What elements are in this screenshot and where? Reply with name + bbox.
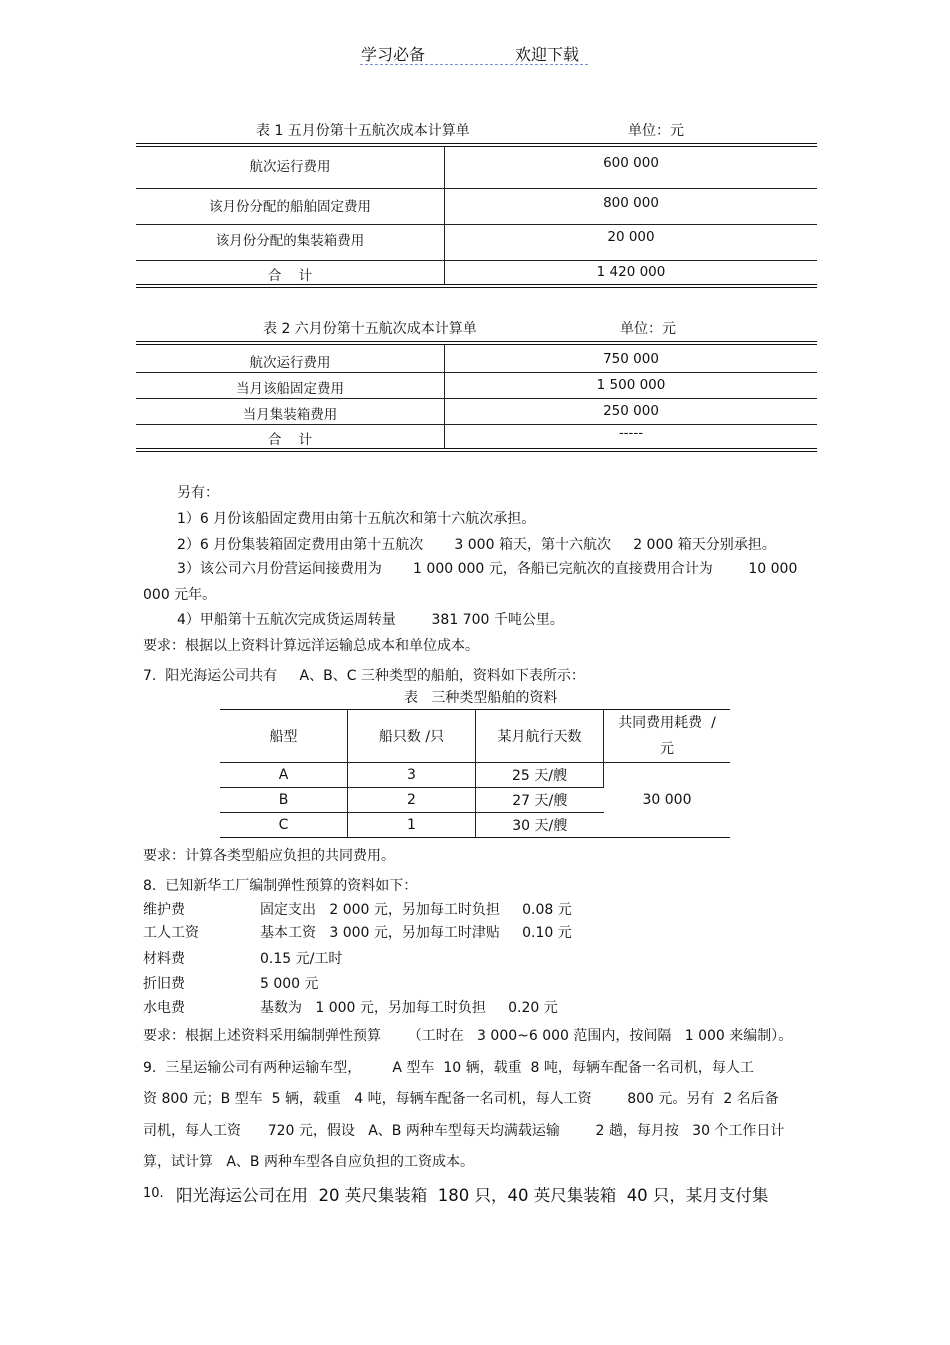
table-row xyxy=(136,424,817,450)
table1-unit: 单位：元 xyxy=(628,123,684,139)
q8-item-desc: 固定支出 2 000 元，另加每工时负担 0.08 元 xyxy=(260,902,572,918)
table1-caption: 表 1 五月份第十五航次成本计算单 xyxy=(256,123,470,139)
q10-text: 阳光海运公司在用 20 英尺集装箱 180 只，40 英尺集装箱 40 只，某月支付集 xyxy=(176,1186,769,1205)
table2-value: ----- xyxy=(445,424,818,450)
table1-value: 1 420 000 xyxy=(445,260,818,286)
q7-caption: 表 三种类型船舶的资料 xyxy=(404,690,558,706)
ship-type: B xyxy=(220,788,348,813)
table1-value: 600 000 xyxy=(603,155,659,171)
table2-label: 当月该船固定费用 xyxy=(136,372,445,398)
table2-value: 1 500 000 xyxy=(445,372,818,398)
q9-line: 算，试计算 A、B 两种车型各自应负担的工资成本。 xyxy=(143,1154,474,1170)
table1-label: 该月份分配的集装箱费用 xyxy=(136,224,445,260)
q8-item-name: 折旧费 xyxy=(143,976,185,992)
note-2: 2）6 月份集装箱固定费用由第十五航次 3 000 箱天，第十六航次 2 000 箱天分别承担。 xyxy=(177,537,776,553)
ship-type: A xyxy=(220,763,348,788)
table1-label: 航次运行费用 xyxy=(136,145,445,188)
q8-item-desc: 基本工资 3 000 元，另加每工时津贴 0.10 元 xyxy=(260,925,572,941)
table1 xyxy=(136,143,817,288)
notes-requirement: 要求：根据以上资料计算远洋运输总成本和单位成本。 xyxy=(143,638,479,654)
table2-unit: 单位：元 xyxy=(620,321,676,337)
ship-header: 船只数 /只 xyxy=(348,710,476,763)
table-row xyxy=(136,224,817,260)
table1-value: 20 000 xyxy=(445,224,818,260)
q7-text: 7. 阳光海运公司共有 A、B、C 三种类型的船舶，资料如下表所示： xyxy=(143,668,585,684)
table-row xyxy=(220,710,730,763)
shared-cost: 30 000 xyxy=(604,763,731,838)
table-row xyxy=(136,260,817,286)
ship-header: 某月航行天数 xyxy=(476,710,604,763)
ship-days: 27 天/艘 xyxy=(476,788,604,813)
q8-item-desc: 5 000 元 xyxy=(260,976,319,992)
table1-label: 合 计 xyxy=(136,260,445,286)
q8-item-desc: 0.15 元/工时 xyxy=(260,951,343,967)
ship-count: 2 xyxy=(348,788,476,813)
table2-value: 250 000 xyxy=(445,398,818,424)
ship-header xyxy=(604,710,731,763)
table2-value: 750 000 xyxy=(603,351,659,367)
q8-item-name: 维护费 xyxy=(143,902,185,918)
note-1: 1）6 月份该船固定费用由第十五航次和第十六航次承担。 xyxy=(177,511,536,527)
q9-line: 司机，每人工资 720 元，假设 A、B 两种车型每天均满载运输 2 趟，每月按 30 个工作日计 xyxy=(143,1123,785,1139)
q10-number: 10. xyxy=(143,1186,164,1201)
ship-header: 船型 xyxy=(220,710,348,763)
q9-line: 9. 三星运输公司有两种运输车型， A 型车 10 辆，载重 8 吨，每辆车配备一名司机，每人工 xyxy=(143,1060,754,1076)
table-row xyxy=(136,188,817,224)
table2-label: 航次运行费用 xyxy=(136,343,445,372)
table-row xyxy=(220,763,730,788)
note-4: 4）甲船第十五航次完成货运周转量 381 700 千吨公里。 xyxy=(177,612,564,628)
q7-requirement: 要求：计算各类型船应负担的共同费用。 xyxy=(143,848,395,864)
table2 xyxy=(136,341,817,452)
ship-header-line1: 共同费用耗费 / xyxy=(618,715,716,731)
table1-label: 该月份分配的船舶固定费用 xyxy=(136,188,445,224)
table2-label: 当月集装箱费用 xyxy=(136,398,445,424)
q8-text: 8. 已知新华工厂编制弹性预算的资料如下： xyxy=(143,878,418,894)
table-row xyxy=(136,145,817,188)
table-row xyxy=(136,398,817,424)
q8-item-name: 工人工资 xyxy=(143,925,199,941)
table-row xyxy=(136,343,817,372)
table2-caption: 表 2 六月份第十五航次成本计算单 xyxy=(263,321,477,337)
ship-header-line2: 元 xyxy=(660,741,674,757)
ship-days: 30 天/艘 xyxy=(476,813,604,838)
ship-table xyxy=(220,709,730,838)
q9-line: 资 800 元；B 型车 5 辆，载重 4 吨，每辆车配备一名司机，每人工资 800 元。另有 2 名后备 xyxy=(143,1091,779,1107)
header-underline xyxy=(360,64,588,65)
table2-label: 合 计 xyxy=(136,424,445,450)
q8-item-desc: 基数为 1 000 元，另加每工时负担 0.20 元 xyxy=(260,1000,558,1016)
table-row xyxy=(136,372,817,398)
ship-count: 3 xyxy=(348,763,476,788)
note-3-cont: 000 元年。 xyxy=(143,587,217,603)
ship-count: 1 xyxy=(348,813,476,838)
q8-item-name: 材料费 xyxy=(143,951,185,967)
notes-intro: 另有： xyxy=(177,485,219,501)
table1-value: 800 000 xyxy=(445,188,818,224)
q8-item-name: 水电费 xyxy=(143,1000,185,1016)
ship-days: 25 天/艘 xyxy=(476,763,604,788)
note-3: 3）该公司六月份营运间接费用为 1 000 000 元，各船已完航次的直接费用合计为 10 000 xyxy=(177,561,798,577)
ship-type: C xyxy=(220,813,348,838)
header-left: 学习必备 xyxy=(361,45,426,64)
q8-requirement: 要求：根据上述资料采用编制弹性预算 （工时在 3 000~6 000 范围内，按间隔 1 000 来编制）。 xyxy=(143,1028,793,1044)
header-right: 欢迎下载 xyxy=(515,45,580,64)
